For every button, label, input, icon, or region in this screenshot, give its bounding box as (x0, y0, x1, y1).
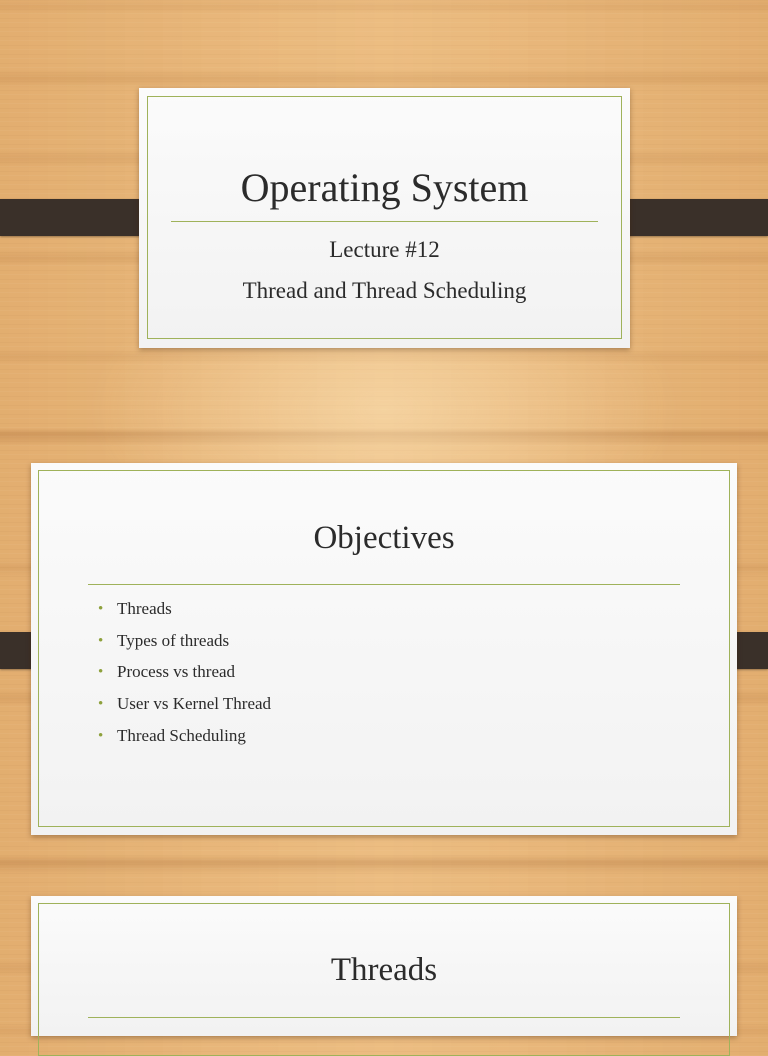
list-item-text: Types of threads (117, 631, 230, 650)
title-divider (171, 221, 598, 222)
objectives-slide[interactable] (31, 463, 737, 835)
slide-title: Objectives (313, 520, 455, 556)
list-item (98, 725, 246, 747)
title-divider (88, 1017, 680, 1018)
title-divider (88, 584, 680, 585)
bullet-dot-icon: • (98, 696, 104, 712)
bullet-dot-icon: • (98, 633, 104, 649)
list-item (98, 661, 236, 683)
title-slide[interactable] (139, 88, 630, 348)
slide-title: Threads (330, 952, 438, 988)
list-item (98, 630, 230, 652)
list-item-text: Thread Scheduling (117, 726, 246, 745)
lecture-topic: Thread and Thread Scheduling (242, 278, 527, 303)
list-item (98, 693, 272, 715)
list-item (98, 598, 172, 620)
list-item-text: Threads (117, 599, 172, 618)
threads-slide[interactable] (31, 896, 737, 1036)
list-item-text: Process vs thread (117, 662, 236, 681)
bullet-dot-icon: • (98, 601, 104, 617)
bullet-dot-icon: • (98, 664, 104, 680)
bullet-dot-icon: • (98, 728, 104, 744)
lecture-number: Lecture #12 (329, 237, 440, 262)
list-item-text: User vs Kernel Thread (117, 694, 272, 713)
slide1-left-tab (0, 199, 156, 236)
slide-title: Operating System (240, 165, 529, 210)
slide1-right-tab (613, 199, 768, 236)
